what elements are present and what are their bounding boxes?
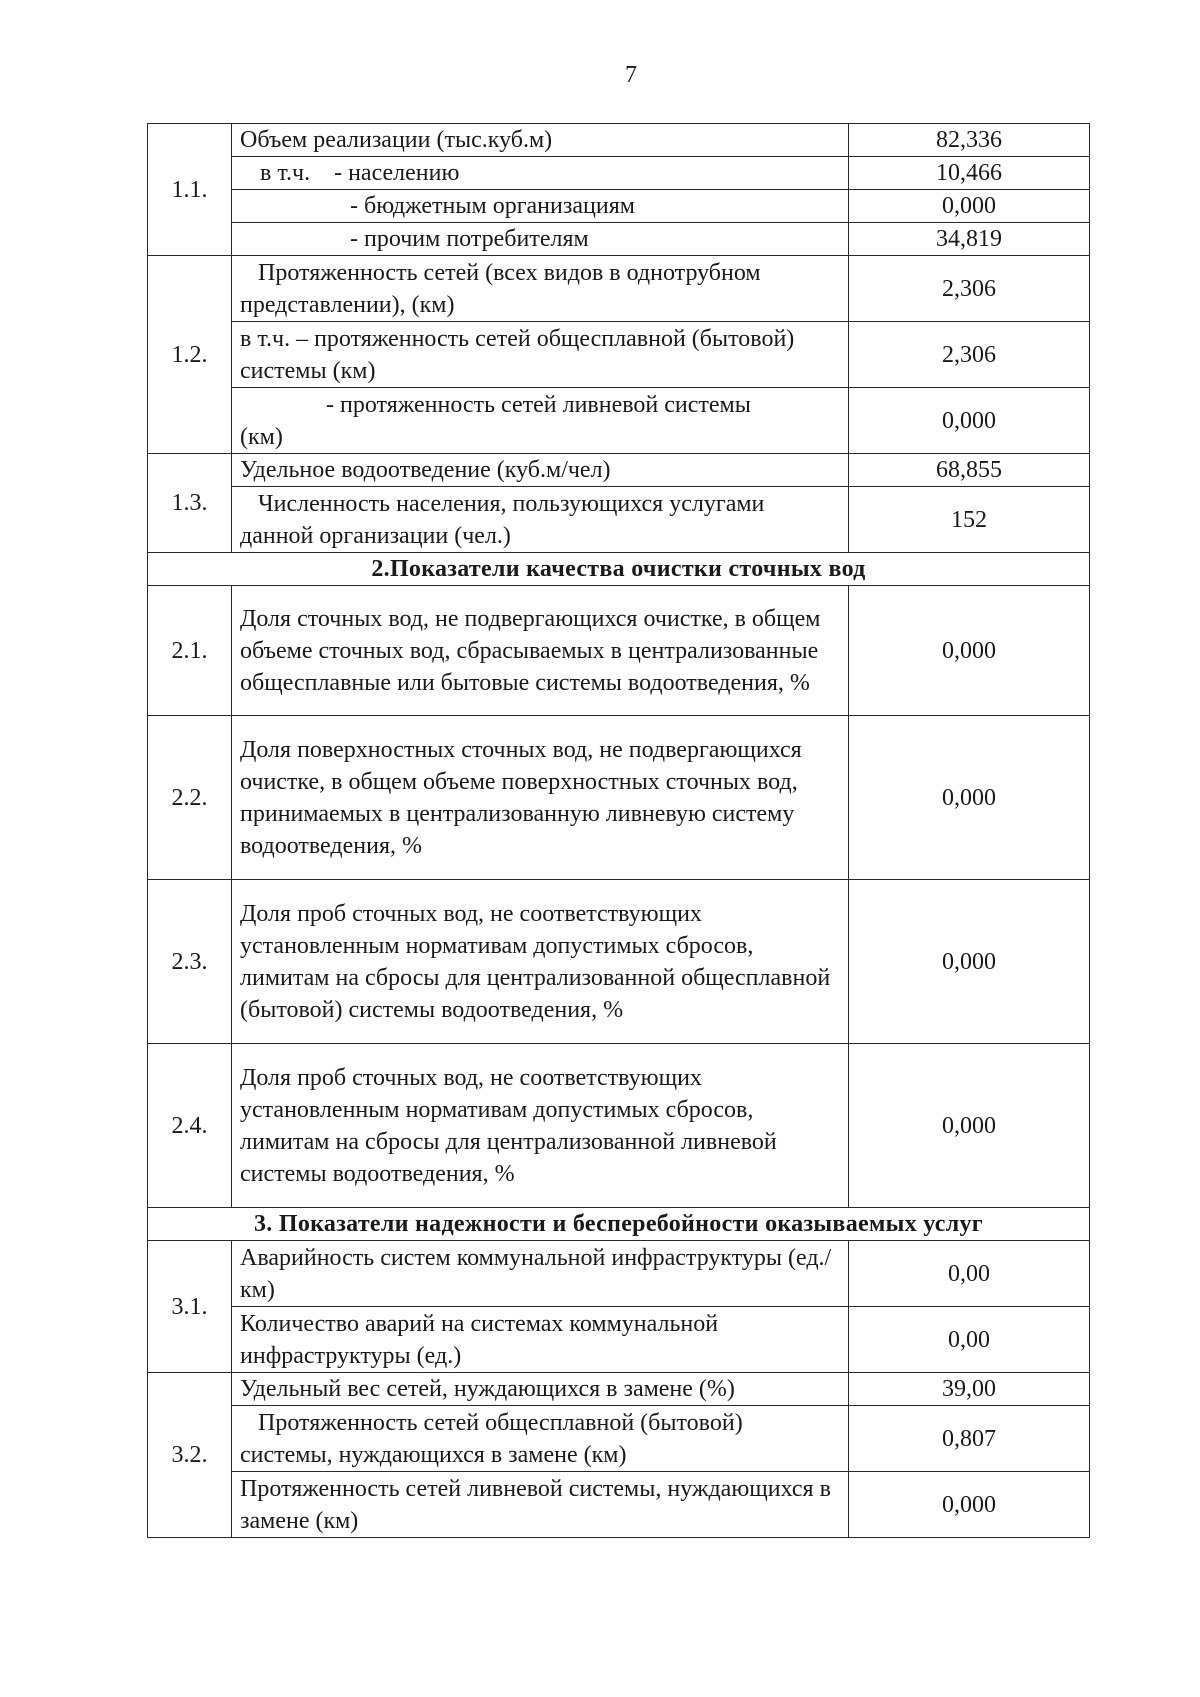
page-number: 7 (625, 62, 637, 88)
table-row (148, 1241, 1090, 1307)
row-number: 3.1. (148, 1241, 232, 1373)
table-row (148, 880, 1090, 1044)
row-value: 39,00 (849, 1373, 1090, 1406)
row-value: 34,819 (849, 223, 1090, 256)
row-description: Протяженность сетей ливневой системы, нуждающихся в замене (км) (232, 1472, 849, 1538)
row-description: Доля проб сточных вод, не соответствующих установленным нормативам допустимых сбросов, лимитам на сбросы для централизованной общесплавной (бытовой) системы водоотведения, % (232, 880, 849, 1044)
row-description: Доля сточных вод, не подвергающихся очистке, в общем объеме сточных вод, сбрасываемых в централизованные общесплавные или бытовые системы водоотведения, % (232, 586, 849, 716)
row-number: 1.1. (148, 124, 232, 256)
row-number: 2.2. (148, 716, 232, 880)
row-description-text: - населению (334, 160, 460, 186)
row-description (232, 388, 849, 454)
table-row (148, 223, 1090, 256)
table-row (148, 388, 1090, 454)
row-description (232, 256, 849, 322)
section-row (148, 1208, 1090, 1241)
table-row (148, 1307, 1090, 1373)
row-value: 0,000 (849, 388, 1090, 454)
row-description (232, 1406, 849, 1472)
table-row (148, 1373, 1090, 1406)
table-row (148, 586, 1090, 716)
table-row (148, 256, 1090, 322)
table-row (148, 487, 1090, 553)
row-value: 0,000 (849, 716, 1090, 880)
row-value: 0,00 (849, 1241, 1090, 1307)
row-number: 3.2. (148, 1373, 232, 1538)
row-description: в т.ч. – протяженность сетей общесплавной (бытовой) системы (км) (232, 322, 849, 388)
row-description: Доля проб сточных вод, не соответствующих установленным нормативам допустимых сбросов, лимитам на сбросы для централизованной ливневой системы водоотведения, % (232, 1044, 849, 1208)
section-title: 3. Показатели надежности и бесперебойности оказываемых услуг (148, 1208, 1090, 1241)
row-value: 0,000 (849, 586, 1090, 716)
section-row (148, 553, 1090, 586)
row-value: 0,000 (849, 190, 1090, 223)
row-description (232, 487, 849, 553)
table-row (148, 124, 1090, 157)
row-value: 0,000 (849, 880, 1090, 1044)
row-description: - прочим потребителям (232, 223, 849, 256)
row-number: 1.2. (148, 256, 232, 454)
row-description: Удельный вес сетей, нуждающихся в замене (%) (232, 1373, 849, 1406)
row-description-text: Протяженность сетей общесплавной (бытовой) системы, нуждающихся в замене (км) (240, 1409, 743, 1468)
row-description: Доля поверхностных сточных вод, не подвергающихся очистке, в общем объеме поверхностных сточных вод, принимаемых в централизованную ливневую систему водоотведения, % (232, 716, 849, 880)
row-value: 152 (849, 487, 1090, 553)
row-value: 0,00 (849, 1307, 1090, 1373)
row-number: 1.3. (148, 454, 232, 553)
row-prefix: в т.ч. (260, 160, 311, 186)
indicators-table (147, 123, 1090, 1538)
row-description-text: - протяженность сетей ливневой системы (326, 391, 751, 418)
table-row (148, 157, 1090, 190)
row-value: 0,807 (849, 1406, 1090, 1472)
row-description: Объем реализации (тыс.куб.м) (232, 124, 849, 157)
row-number: 2.3. (148, 880, 232, 1044)
section-title: 2.Показатели качества очистки сточных вод (148, 553, 1090, 586)
row-description: Аварийность систем коммунальной инфраструктуры (ед./км) (232, 1241, 849, 1307)
row-value: 0,000 (849, 1472, 1090, 1538)
table-row (148, 322, 1090, 388)
row-value: 2,306 (849, 322, 1090, 388)
row-description: Количество аварий на системах коммунальной инфраструктуры (ед.) (232, 1307, 849, 1373)
table-row (148, 1044, 1090, 1208)
row-value: 68,855 (849, 454, 1090, 487)
row-value: 10,466 (849, 157, 1090, 190)
table-row (148, 454, 1090, 487)
table-row (148, 190, 1090, 223)
row-number: 2.1. (148, 586, 232, 716)
row-description-text: Численность населения, пользующихся услугами данной организации (чел.) (240, 490, 765, 549)
row-value: 82,336 (849, 124, 1090, 157)
table-row (148, 1472, 1090, 1538)
row-description-text: Протяженность сетей (всех видов в однотрубном представлении), (км) (240, 259, 761, 318)
row-description (232, 157, 849, 190)
row-description: - бюджетным организациям (232, 190, 849, 223)
row-number: 2.4. (148, 1044, 232, 1208)
row-description-tail: (км) (240, 423, 283, 450)
row-value: 0,000 (849, 1044, 1090, 1208)
table-row (148, 1406, 1090, 1472)
row-description: Удельное водоотведение (куб.м/чел) (232, 454, 849, 487)
table-row (148, 716, 1090, 880)
row-value: 2,306 (849, 256, 1090, 322)
